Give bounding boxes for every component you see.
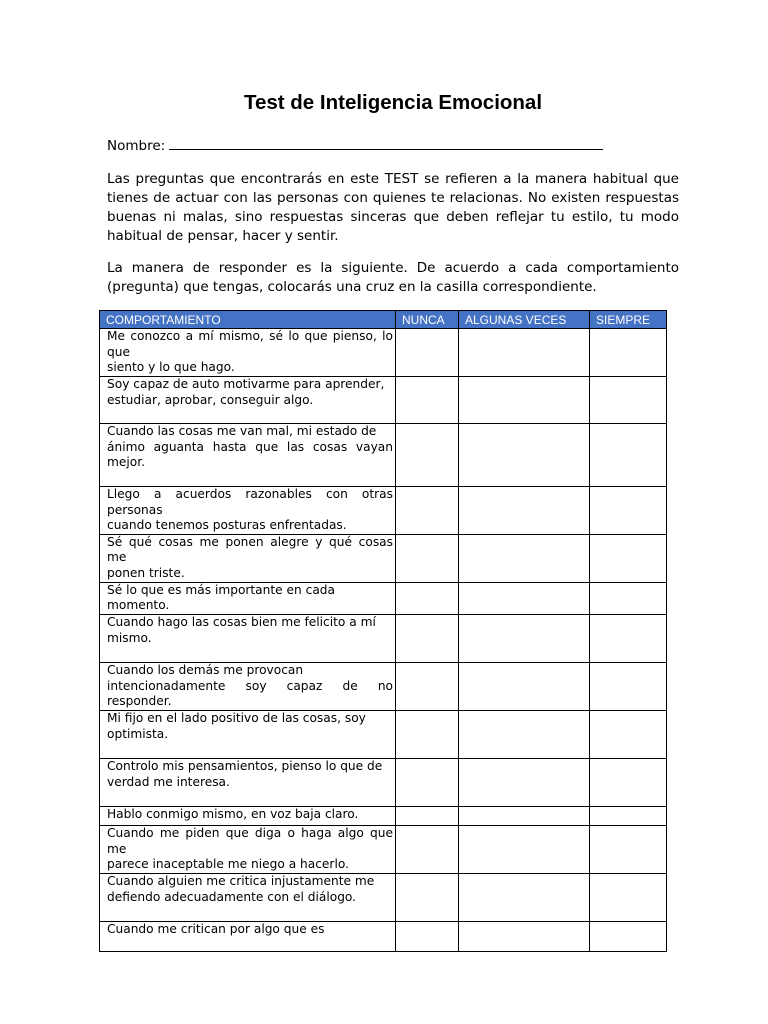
answer-cell-siempre[interactable] [590, 806, 667, 825]
answer-cell-nunca[interactable] [396, 424, 459, 487]
table-row [100, 758, 667, 806]
column-header-nunca: NUNCA [396, 311, 459, 329]
answer-cell-nunca[interactable] [396, 806, 459, 825]
behavior-cell [100, 758, 396, 806]
answer-cell-algunas-veces[interactable] [459, 487, 590, 535]
table-row [100, 806, 667, 825]
answer-cell-algunas-veces[interactable] [459, 534, 590, 582]
behavior-text-line: Cuando las cosas me van mal, mi estado de [107, 424, 377, 438]
answer-cell-algunas-veces[interactable] [459, 424, 590, 487]
behavior-cell [100, 614, 396, 662]
questionnaire-table [99, 310, 667, 952]
column-header-algunas-veces: ALGUNAS VECES [459, 311, 590, 329]
answer-cell-siempre[interactable] [590, 582, 667, 614]
behavior-text-line: cuando tenemos posturas enfrentadas. [107, 518, 347, 533]
answer-cell-nunca[interactable] [396, 377, 459, 424]
answer-cell-siempre[interactable] [590, 424, 667, 487]
behavior-cell [100, 487, 396, 535]
behavior-text-line: mismo. [107, 630, 152, 645]
behavior-text-line: Cuando me critican por algo que es [107, 921, 325, 936]
table-row [100, 329, 667, 377]
answer-cell-siempre[interactable] [590, 873, 667, 921]
answer-cell-nunca[interactable] [396, 614, 459, 662]
behavior-text-line: siento y lo que hago. [107, 360, 235, 375]
instructions-paragraph: La manera de responder es la siguiente. De acuerdo a cada comportamiento (pregunta) que tengas, colocarás una cruz en la casilla correspondiente. [107, 260, 679, 295]
behavior-text-line: verdad me interesa. [107, 774, 230, 789]
table-row [100, 614, 667, 662]
table-row [100, 873, 667, 921]
behavior-text-line: Sé qué cosas me ponen alegre y qué cosas me [107, 534, 393, 565]
behavior-text-line: Controlo mis pensamientos, pienso lo que de [107, 758, 383, 773]
answer-cell-algunas-veces[interactable] [459, 377, 590, 424]
nombre-field [107, 135, 603, 154]
answer-cell-algunas-veces[interactable] [459, 614, 590, 662]
answer-cell-siempre[interactable] [590, 825, 667, 873]
behavior-text-line: defiendo adecuadamente con el diálogo. [107, 889, 357, 904]
table-row [100, 582, 667, 614]
answer-cell-siempre[interactable] [590, 377, 667, 424]
answer-cell-nunca[interactable] [396, 758, 459, 806]
answer-cell-nunca[interactable] [396, 921, 459, 951]
behavior-cell [100, 582, 396, 614]
answer-cell-algunas-veces[interactable] [459, 873, 590, 921]
table-row [100, 825, 667, 873]
behavior-cell [100, 710, 396, 758]
behavior-cell [100, 825, 396, 873]
behavior-text-line: Cuando alguien me critica injustamente me [107, 873, 375, 888]
behavior-cell [100, 921, 396, 951]
answer-cell-algunas-veces[interactable] [459, 758, 590, 806]
answer-cell-algunas-veces[interactable] [459, 710, 590, 758]
behavior-text-line: Hablo conmigo mismo, en voz baja claro. [107, 806, 359, 821]
document-title: Test de Inteligencia Emocional [243, 91, 543, 114]
answer-cell-algunas-veces[interactable] [459, 825, 590, 873]
behavior-cell [100, 424, 396, 487]
answer-cell-siempre[interactable] [590, 662, 667, 710]
behavior-text-line: Cuando hago las cosas bien me felicito a mí [107, 614, 376, 629]
behavior-cell [100, 806, 396, 825]
behavior-text-line: Mi fijo en el lado positivo de las cosas, soy [107, 710, 366, 725]
table-row [100, 662, 667, 710]
intro-paragraph: Las preguntas que encontrarás en este TEST se refieren a la manera habitual que tienes de actuar con las personas con quienes te relacionas. No existen respuestas buenas ni malas, sino respuestas sinceras que deben reflejar tu estilo, tu modo habitual de pensar, hacer y sentir. [107, 171, 679, 244]
behavior-text-line: Me conozco a mí mismo, sé lo que pienso, lo que [107, 329, 393, 359]
answer-cell-nunca[interactable] [396, 329, 459, 377]
answer-cell-siempre[interactable] [590, 921, 667, 951]
table-row [100, 534, 667, 582]
answer-cell-nunca[interactable] [396, 582, 459, 614]
answer-cell-siempre[interactable] [590, 534, 667, 582]
behavior-text-line: Sé lo que es más importante en cada [107, 582, 335, 597]
answer-cell-algunas-veces[interactable] [459, 921, 590, 951]
nombre-label: Nombre: [107, 138, 166, 154]
behavior-cell [100, 377, 396, 424]
answer-cell-nunca[interactable] [396, 487, 459, 535]
answer-cell-nunca[interactable] [396, 662, 459, 710]
behavior-text-line: intencionadamente soy capaz de no responder. [107, 678, 393, 709]
answer-cell-algunas-veces[interactable] [459, 329, 590, 377]
answer-cell-siempre[interactable] [590, 614, 667, 662]
table-row [100, 487, 667, 535]
behavior-cell [100, 662, 396, 710]
behavior-cell [100, 534, 396, 582]
behavior-text-line: Llego a acuerdos razonables con otras personas [107, 487, 393, 517]
behavior-text-line: momento. [107, 598, 170, 613]
table-row [100, 921, 667, 951]
behavior-text-line: Cuando los demás me provocan [107, 662, 304, 677]
answer-cell-siempre[interactable] [590, 758, 667, 806]
table-row [100, 710, 667, 758]
table-header-row [100, 311, 667, 329]
answer-cell-algunas-veces[interactable] [459, 582, 590, 614]
behavior-cell [100, 873, 396, 921]
behavior-text-line: ponen triste. [107, 565, 185, 580]
table-row [100, 424, 667, 487]
behavior-text-line: estudiar, aprobar, conseguir algo. [107, 392, 314, 407]
table-row [100, 377, 667, 424]
answer-cell-nunca[interactable] [396, 825, 459, 873]
nombre-blank-line [169, 135, 603, 150]
column-header-siempre: SIEMPRE [590, 311, 667, 329]
behavior-text-line: ánimo aguanta hasta que las cosas vayan mejor. [107, 439, 393, 470]
behavior-text-line: parece inaceptable me niego a hacerlo. [107, 857, 349, 872]
column-header-comportamiento: COMPORTAMIENTO [100, 311, 396, 329]
behavior-text-line: optimista. [107, 726, 169, 741]
answer-cell-nunca[interactable] [396, 873, 459, 921]
behavior-text-line: Soy capaz de auto motivarme para aprender, [107, 377, 385, 391]
answer-cell-siempre[interactable] [590, 487, 667, 535]
answer-cell-siempre[interactable] [590, 710, 667, 758]
behavior-text-line: Cuando me piden que diga o haga algo que me [107, 825, 393, 856]
answer-cell-algunas-veces[interactable] [459, 806, 590, 825]
behavior-cell [100, 329, 396, 377]
answer-cell-nunca[interactable] [396, 534, 459, 582]
answer-cell-algunas-veces[interactable] [459, 662, 590, 710]
answer-cell-nunca[interactable] [396, 710, 459, 758]
answer-cell-siempre[interactable] [590, 329, 667, 377]
